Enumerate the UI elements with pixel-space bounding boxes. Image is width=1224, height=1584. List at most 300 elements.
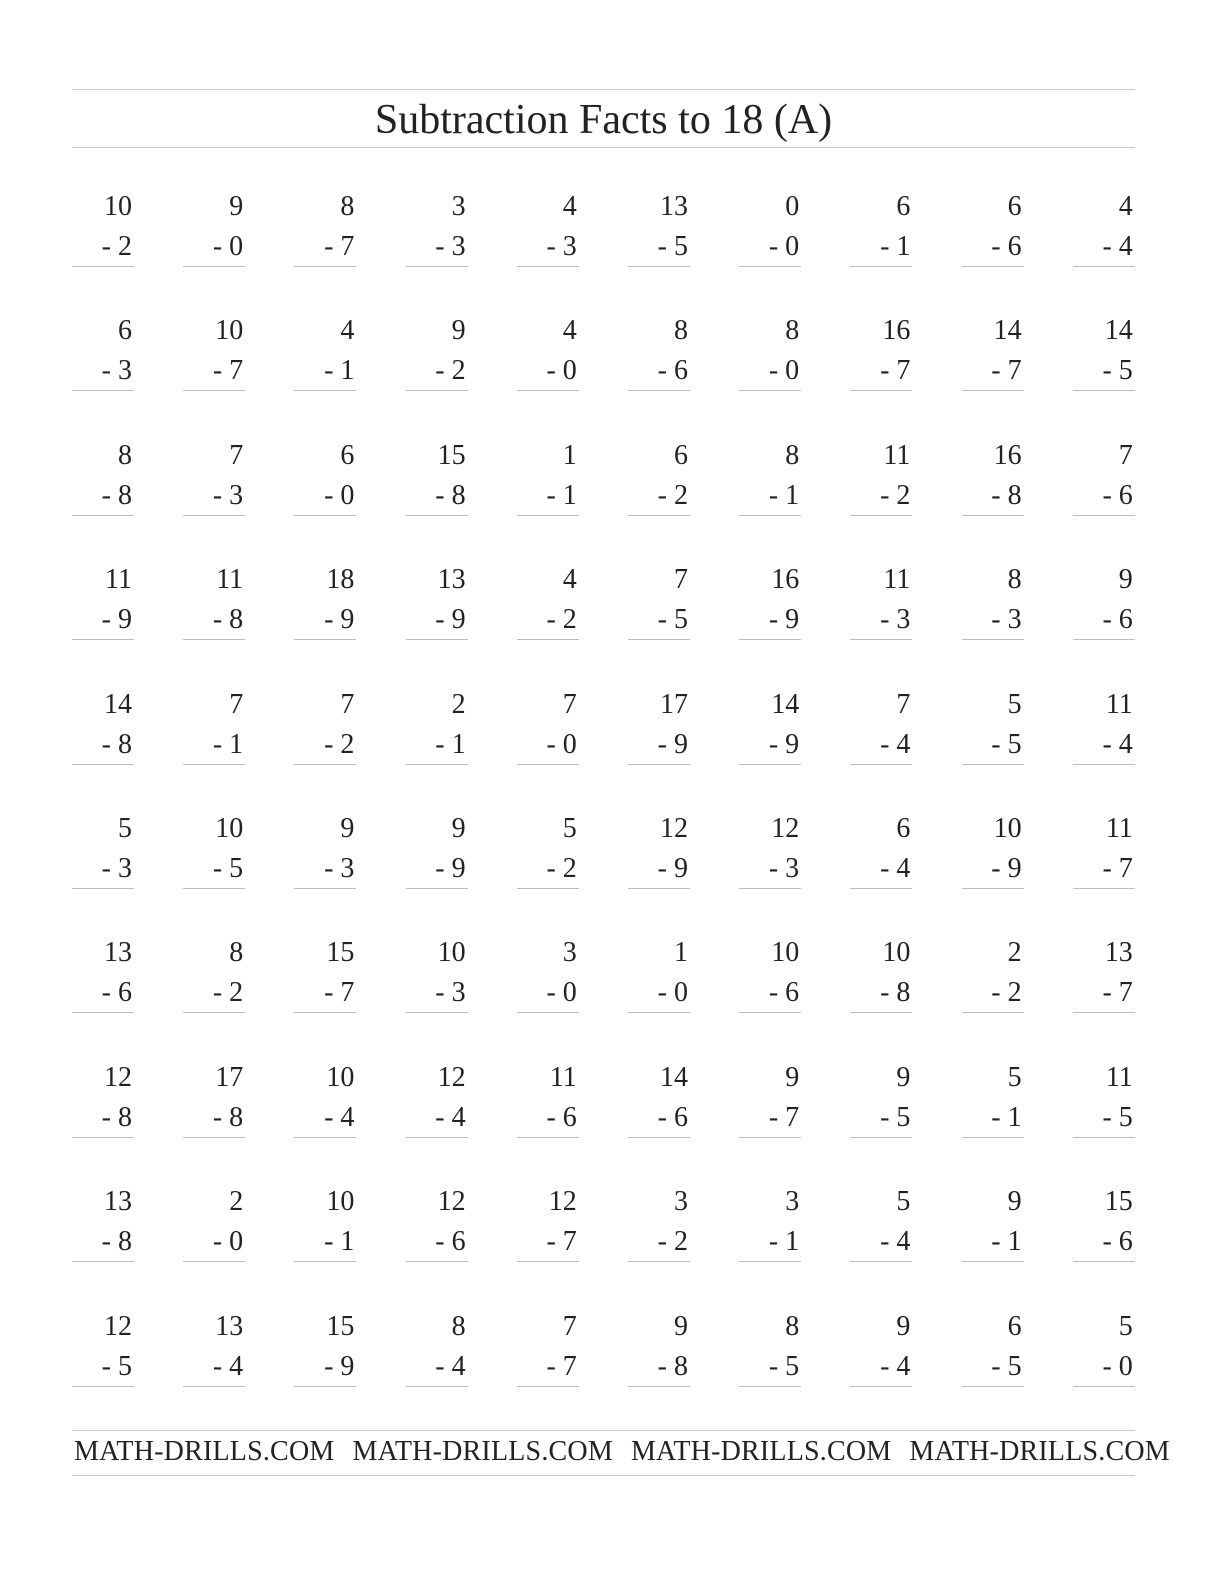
minuend: 9	[1118, 564, 1133, 596]
answer-line	[72, 639, 134, 640]
answer-line	[517, 515, 579, 516]
minuend: 10	[104, 191, 132, 222]
answer-line	[517, 1012, 579, 1013]
problem-item	[183, 1300, 245, 1380]
subtrahend: - 6	[546, 1101, 577, 1133]
minuend: 12	[437, 1186, 466, 1218]
minuend: 7	[340, 688, 355, 720]
problem-item	[1073, 1175, 1135, 1258]
subtrahend: - 3	[991, 604, 1022, 636]
minuend: 10	[993, 813, 1022, 844]
problem-item	[850, 1051, 912, 1131]
subtrahend: - 0	[657, 977, 688, 1009]
answer-line	[294, 1261, 356, 1262]
problem-item	[294, 926, 356, 1009]
answer-line	[739, 390, 801, 391]
answer-line	[850, 390, 912, 391]
answer-line	[517, 1261, 579, 1262]
minuend: 12	[437, 1061, 466, 1093]
problem-item	[739, 180, 801, 260]
footer-site-text: MATH-DRILLS.COM	[352, 1436, 613, 1467]
footer-top-rule	[72, 1430, 1135, 1431]
minuend: 8	[229, 937, 244, 969]
subtrahend: - 8	[101, 1226, 132, 1258]
minuend: 10	[326, 1061, 355, 1093]
minuend: 4	[340, 315, 355, 347]
answer-line	[739, 266, 801, 267]
problem-item	[517, 429, 579, 509]
problem-item	[406, 1300, 468, 1380]
minuend: 9	[340, 813, 355, 844]
subtrahend: - 4	[880, 1350, 911, 1382]
answer-line	[294, 639, 356, 640]
minuend: 5	[1007, 688, 1022, 720]
answer-line	[517, 639, 579, 640]
problem-item	[739, 1051, 801, 1131]
answer-line	[183, 1261, 245, 1262]
problem-item	[72, 429, 134, 509]
problem-item	[183, 180, 245, 260]
subtrahend: - 6	[1102, 604, 1133, 636]
problem-item	[1073, 553, 1135, 636]
minuend: 17	[215, 1061, 244, 1093]
subtrahend: - 9	[768, 728, 800, 760]
subtrahend: - 4	[435, 1101, 466, 1133]
problem-item	[739, 926, 801, 1009]
subtrahend: - 9	[657, 728, 688, 760]
minuend: 8	[451, 1310, 466, 1342]
problem-item	[72, 802, 134, 882]
minuend: 15	[326, 937, 355, 969]
minuend: 9	[674, 1310, 688, 1342]
problem-item	[294, 678, 356, 758]
problem-item	[183, 1175, 245, 1258]
problem-item	[628, 553, 690, 636]
header-bottom-rule	[72, 147, 1135, 148]
problem-item	[962, 1300, 1024, 1380]
problem-item	[628, 304, 690, 387]
answer-line	[406, 515, 468, 516]
minuend: 11	[549, 1061, 577, 1093]
answer-line	[962, 390, 1024, 391]
subtrahend: - 2	[324, 728, 355, 760]
answer-line	[850, 639, 912, 640]
answer-line	[72, 888, 134, 889]
subtrahend: - 3	[435, 977, 466, 1009]
minuend: 3	[785, 1186, 800, 1218]
answer-line	[739, 1386, 801, 1387]
problem-item	[183, 553, 245, 636]
problem-item	[294, 1051, 356, 1131]
problem-item	[406, 802, 468, 882]
minuend: 14	[660, 1061, 688, 1093]
subtrahend: - 3	[435, 231, 466, 262]
subtrahend: - 5	[1102, 355, 1133, 387]
answer-line	[1073, 1012, 1135, 1013]
answer-line	[406, 1386, 468, 1387]
problem-item	[850, 802, 912, 882]
minuend: 7	[562, 688, 577, 720]
problem-item	[406, 1051, 468, 1131]
problem-item	[294, 180, 356, 260]
minuend: 4	[562, 191, 577, 222]
footer-watermark	[74, 1432, 1170, 1472]
subtrahend: - 7	[212, 355, 244, 387]
subtrahend: - 5	[880, 1101, 911, 1133]
answer-line	[517, 1386, 579, 1387]
subtrahend: - 3	[880, 604, 911, 636]
subtrahend: - 4	[880, 728, 911, 760]
problem-item	[406, 180, 468, 260]
subtrahend: - 1	[212, 728, 244, 760]
minuend: 11	[1105, 688, 1133, 720]
minuend: 8	[1007, 564, 1022, 596]
answer-line	[739, 1012, 801, 1013]
problem-item	[850, 180, 912, 260]
answer-line	[406, 390, 468, 391]
problem-item	[739, 678, 801, 758]
minuend: 13	[660, 191, 688, 222]
problem-item	[962, 802, 1024, 882]
subtrahend: - 0	[212, 231, 244, 262]
answer-line	[406, 1261, 468, 1262]
problem-item	[962, 553, 1024, 636]
minuend: 6	[896, 813, 911, 844]
subtrahend: - 7	[1102, 977, 1133, 1009]
subtrahend: - 5	[991, 1350, 1022, 1382]
subtrahend: - 8	[101, 1101, 132, 1133]
problem-item	[294, 1175, 356, 1258]
answer-line	[406, 888, 468, 889]
minuend: 8	[118, 439, 132, 471]
answer-line	[962, 1137, 1024, 1138]
subtrahend: - 7	[880, 355, 911, 387]
subtrahend: - 7	[546, 1226, 577, 1258]
problem-item	[72, 926, 134, 1009]
problem-item	[183, 678, 245, 758]
subtrahend: - 1	[880, 231, 911, 262]
subtrahend: - 3	[324, 853, 355, 884]
problem-item	[1073, 1300, 1135, 1380]
answer-line	[72, 515, 134, 516]
subtrahend: - 1	[324, 355, 355, 387]
minuend: 13	[1104, 937, 1133, 969]
answer-line	[850, 764, 912, 765]
problem-item	[962, 926, 1024, 1009]
subtrahend: - 0	[546, 355, 577, 387]
answer-line	[962, 515, 1024, 516]
subtrahend: - 1	[768, 1226, 800, 1258]
problem-item	[739, 802, 801, 882]
subtrahend: - 5	[657, 604, 688, 636]
problem-item	[739, 304, 801, 387]
problem-item	[183, 802, 245, 882]
subtrahend: - 7	[546, 1350, 577, 1382]
answer-line	[739, 515, 801, 516]
problem-item	[517, 553, 579, 636]
problem-item	[517, 926, 579, 1009]
footer-site-text: MATH-DRILLS.COM	[74, 1436, 335, 1467]
subtrahend: - 0	[1102, 1350, 1133, 1382]
problem-item	[294, 553, 356, 636]
problem-item	[406, 429, 468, 509]
subtrahend: - 1	[324, 1226, 355, 1258]
subtrahend: - 5	[1102, 1101, 1133, 1133]
subtrahend: - 9	[768, 604, 800, 636]
minuend: 9	[1007, 1186, 1022, 1218]
problem-item	[517, 802, 579, 882]
subtrahend: - 4	[212, 1350, 244, 1382]
subtrahend: - 8	[880, 977, 911, 1009]
minuend: 11	[105, 564, 132, 596]
subtrahend: - 9	[435, 853, 466, 884]
problem-item	[739, 429, 801, 509]
minuend: 12	[548, 1186, 577, 1218]
minuend: 5	[118, 813, 132, 844]
problem-item	[72, 180, 134, 260]
subtrahend: - 2	[991, 977, 1022, 1009]
problem-item	[962, 304, 1024, 387]
answer-line	[628, 1012, 690, 1013]
subtrahend: - 7	[768, 1101, 800, 1133]
answer-line	[72, 1137, 134, 1138]
problem-item	[294, 1300, 356, 1380]
problem-item	[517, 1175, 579, 1258]
problem-item	[628, 429, 690, 509]
subtrahend: - 3	[768, 853, 800, 884]
subtrahend: - 2	[101, 231, 132, 262]
minuend: 3	[674, 1186, 688, 1218]
subtrahend: - 0	[212, 1226, 244, 1258]
minuend: 8	[785, 315, 800, 347]
minuend: 11	[216, 564, 244, 596]
answer-line	[183, 1012, 245, 1013]
problem-item	[628, 1300, 690, 1380]
answer-line	[406, 1137, 468, 1138]
problem-item	[628, 802, 690, 882]
minuend: 3	[451, 191, 466, 222]
subtrahend: - 3	[546, 231, 577, 262]
problem-item	[406, 678, 468, 758]
answer-line	[628, 764, 690, 765]
answer-line	[517, 266, 579, 267]
answer-line	[406, 639, 468, 640]
minuend: 12	[104, 1310, 132, 1342]
answer-line	[72, 1386, 134, 1387]
problem-item	[628, 1051, 690, 1131]
problem-item	[850, 1175, 912, 1258]
answer-line	[962, 1261, 1024, 1262]
minuend: 14	[993, 315, 1022, 347]
problem-item	[962, 180, 1024, 260]
subtrahend: - 4	[324, 1101, 355, 1133]
subtrahend: - 5	[657, 231, 688, 262]
problem-item	[850, 304, 912, 387]
minuend: 10	[215, 315, 244, 347]
answer-line	[850, 1386, 912, 1387]
subtrahend: - 2	[657, 479, 688, 511]
answer-line	[628, 888, 690, 889]
problem-item	[294, 429, 356, 509]
answer-line	[183, 1137, 245, 1138]
answer-line	[850, 888, 912, 889]
subtrahend: - 0	[324, 479, 355, 511]
subtrahend: - 8	[212, 1101, 244, 1133]
subtrahend: - 1	[768, 479, 800, 511]
minuend: 14	[104, 688, 132, 720]
answer-line	[72, 390, 134, 391]
subtrahend: - 3	[101, 355, 132, 387]
answer-line	[962, 764, 1024, 765]
minuend: 7	[674, 564, 688, 596]
minuend: 10	[771, 937, 800, 969]
subtrahend: - 8	[101, 728, 132, 760]
minuend: 8	[340, 191, 355, 222]
subtrahend: - 5	[768, 1350, 800, 1382]
minuend: 16	[771, 564, 800, 596]
problem-item	[962, 1051, 1024, 1131]
minuend: 7	[229, 439, 244, 471]
answer-line	[962, 888, 1024, 889]
minuend: 10	[326, 1186, 355, 1218]
answer-line	[1073, 1386, 1135, 1387]
minuend: 2	[451, 688, 466, 720]
subtrahend: - 1	[435, 728, 466, 760]
answer-line	[294, 390, 356, 391]
answer-line	[183, 639, 245, 640]
problem-item	[1073, 304, 1135, 387]
minuend: 16	[993, 439, 1022, 471]
subtrahend: - 2	[657, 1226, 688, 1258]
minuend: 6	[674, 439, 688, 471]
problem-item	[72, 678, 134, 758]
minuend: 10	[882, 937, 911, 969]
subtrahend: - 7	[991, 355, 1022, 387]
answer-line	[1073, 1137, 1135, 1138]
problem-item	[739, 1300, 801, 1380]
minuend: 17	[660, 688, 688, 720]
minuend: 5	[1007, 1061, 1022, 1093]
problem-item	[183, 304, 245, 387]
answer-line	[1073, 639, 1135, 640]
minuend: 12	[660, 813, 688, 844]
minuend: 6	[1007, 191, 1022, 222]
subtrahend: - 2	[435, 355, 466, 387]
problem-item	[962, 678, 1024, 758]
subtrahend: - 2	[546, 853, 577, 884]
minuend: 14	[1104, 315, 1133, 347]
subtrahend: - 9	[435, 604, 466, 636]
minuend: 2	[1007, 937, 1022, 969]
minuend: 6	[118, 315, 132, 347]
problem-item	[850, 926, 912, 1009]
subtrahend: - 6	[657, 355, 688, 387]
minuend: 9	[451, 315, 466, 347]
answer-line	[628, 1137, 690, 1138]
answer-line	[628, 515, 690, 516]
answer-line	[739, 1261, 801, 1262]
minuend: 12	[771, 813, 800, 844]
problem-item	[406, 1175, 468, 1258]
problem-item	[72, 1051, 134, 1131]
problem-item	[517, 1051, 579, 1131]
subtrahend: - 1	[991, 1101, 1022, 1133]
minuend: 13	[437, 564, 466, 596]
footer-site-text: MATH-DRILLS.COM	[909, 1436, 1170, 1467]
minuend: 15	[1104, 1186, 1133, 1218]
answer-line	[406, 764, 468, 765]
answer-line	[850, 515, 912, 516]
minuend: 11	[1105, 813, 1133, 844]
problem-item	[628, 678, 690, 758]
minuend: 8	[785, 1310, 800, 1342]
problem-item	[628, 180, 690, 260]
answer-line	[517, 390, 579, 391]
minuend: 4	[562, 315, 577, 347]
minuend: 15	[326, 1310, 355, 1342]
problem-item	[1073, 180, 1135, 260]
problem-item	[517, 1300, 579, 1380]
problem-item	[294, 304, 356, 387]
minuend: 11	[883, 564, 911, 596]
answer-line	[628, 390, 690, 391]
answer-line	[739, 1137, 801, 1138]
subtrahend: - 8	[101, 479, 132, 511]
problem-item	[1073, 802, 1135, 882]
subtrahend: - 8	[212, 604, 244, 636]
subtrahend: - 8	[657, 1350, 688, 1382]
minuend: 3	[562, 937, 577, 969]
answer-line	[72, 266, 134, 267]
answer-line	[850, 1012, 912, 1013]
subtrahend: - 6	[1102, 479, 1133, 511]
minuend: 18	[326, 564, 355, 596]
subtrahend: - 7	[324, 977, 355, 1009]
answer-line	[183, 266, 245, 267]
answer-line	[294, 1386, 356, 1387]
minuend: 10	[215, 813, 244, 844]
answer-line	[962, 266, 1024, 267]
answer-line	[294, 266, 356, 267]
answer-line	[850, 1261, 912, 1262]
minuend: 13	[104, 1186, 132, 1218]
subtrahend: - 2	[212, 977, 244, 1009]
answer-line	[406, 266, 468, 267]
subtrahend: - 6	[991, 231, 1022, 262]
answer-line	[294, 1137, 356, 1138]
subtrahend: - 0	[546, 728, 577, 760]
answer-line	[183, 390, 245, 391]
answer-line	[1073, 1261, 1135, 1262]
subtrahend: - 0	[768, 355, 800, 387]
answer-line	[517, 888, 579, 889]
minuend: 8	[785, 439, 800, 471]
minuend: 9	[896, 1310, 911, 1342]
minuend: 5	[562, 813, 577, 844]
answer-line	[517, 764, 579, 765]
subtrahend: - 9	[657, 853, 688, 884]
subtrahend: - 2	[546, 604, 577, 636]
subtrahend: - 9	[324, 604, 355, 636]
answer-line	[183, 888, 245, 889]
problem-item	[183, 926, 245, 1009]
minuend: 9	[785, 1061, 800, 1093]
subtrahend: - 9	[324, 1350, 355, 1382]
answer-line	[294, 515, 356, 516]
answer-line	[517, 1137, 579, 1138]
minuend: 9	[451, 813, 466, 844]
subtrahend: - 6	[657, 1101, 688, 1133]
